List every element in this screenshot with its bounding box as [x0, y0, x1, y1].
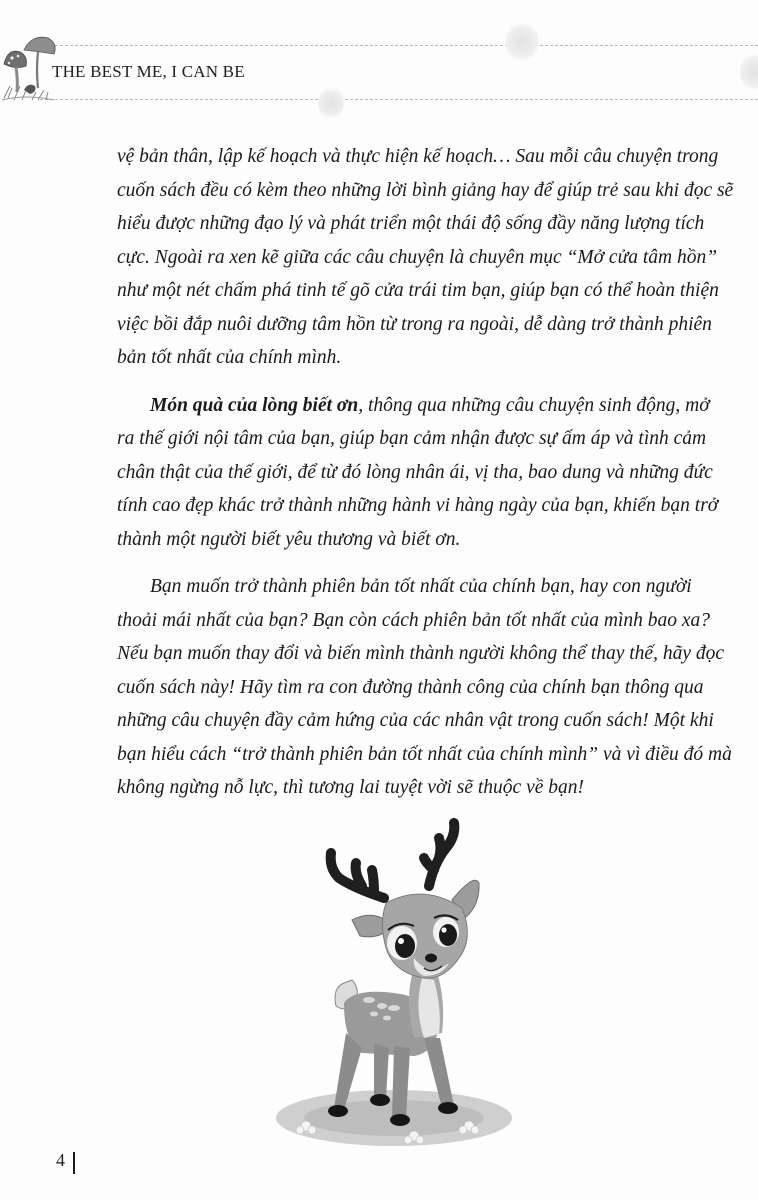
- page-number-divider: [73, 1152, 75, 1174]
- page-number: 4: [56, 1150, 65, 1170]
- paragraph-3: [117, 570, 732, 805]
- text-line: như một nét chấm phá tinh tế gõ cửa trái tim bạn, giúp bạn có thể hoàn thiện: [117, 280, 719, 301]
- text-line: cuốn sách đều có kèm theo những lời bình giảng hay để giúp trẻ sau khi đọc sẽ: [117, 179, 734, 201]
- bold-title: Món quà của lòng biết ơn: [150, 394, 359, 416]
- text-line: bản tốt nhất của chính mình.: [117, 347, 342, 368]
- running-title: THE BEST ME, I CAN BE: [52, 62, 245, 81]
- text-line: chân thật của thế giới, để từ đó lòng nhân ái, vị tha, bao dung và những đức: [117, 461, 713, 483]
- paragraph-2: [117, 389, 719, 557]
- text-line: hiểu được những đạo lý và phát triển một thái độ sống đầy năng lượng tích: [117, 213, 705, 234]
- text-line: cuốn sách này! Hãy tìm ra con đường thành công của chính bạn thông qua: [117, 676, 704, 698]
- mushroom-icon: [2, 30, 58, 102]
- text-fragment: , thông qua những câu chuyện sinh động, mở: [358, 394, 710, 416]
- text-line: Bạn muốn trở thành phiên bản tốt nhất của chính bạn, hay con người: [150, 576, 692, 597]
- header-dashed-rule-top: [40, 45, 758, 46]
- header-dashed-rule-bottom: [40, 99, 758, 100]
- decorative-speck: [740, 52, 758, 92]
- text-line: [117, 389, 710, 423]
- text-line: ra thế giới nội tâm của bạn, giúp bạn cảm nhận được sự ấm áp và tình cảm: [117, 428, 707, 449]
- text-line: tính cao đẹp khác trở thành những hành vi hàng ngày của bạn, khiến bạn trở: [117, 495, 719, 516]
- text-line: Nếu bạn muốn thay đổi và biến mình thành người không thể thay thế, hãy đọc: [117, 643, 725, 664]
- text-line: thành một người biết yêu thương và biết ơn.: [117, 528, 461, 550]
- text-line: thoải mái nhất của bạn? Bạn còn cách phiên bản tốt nhất của mình bao xa?: [117, 609, 711, 631]
- text-line: cực. Ngoài ra xen kẽ giữa các câu chuyện là chuyên mục “Mở cửa tâm hồn”: [117, 246, 718, 268]
- text-line: vệ bản thân, lập kế hoạch và thực hiện kế hoạch… Sau mỗi câu chuyện trong: [117, 146, 719, 167]
- text-line: việc bồi đắp nuôi dưỡng tâm hồn từ trong ra ngoài, dễ dàng trở thành phiên: [117, 313, 712, 335]
- text-line: những câu chuyện đầy cảm hứng của các nhân vật trong cuốn sách! Một khi: [117, 710, 714, 731]
- decorative-speck: [318, 86, 344, 120]
- body-text: [117, 140, 734, 805]
- paragraph-1: [117, 140, 734, 375]
- text-line: không ngừng nỗ lực, thì tương lai tuyệt vời sẽ thuộc về bạn!: [117, 777, 585, 798]
- decorative-speck: [505, 22, 539, 62]
- text-line: bạn hiểu cách “trở thành phiên bản tốt nhất của chính mình” và vì điều đó mà: [117, 743, 732, 765]
- deer-illustration: [274, 808, 524, 1158]
